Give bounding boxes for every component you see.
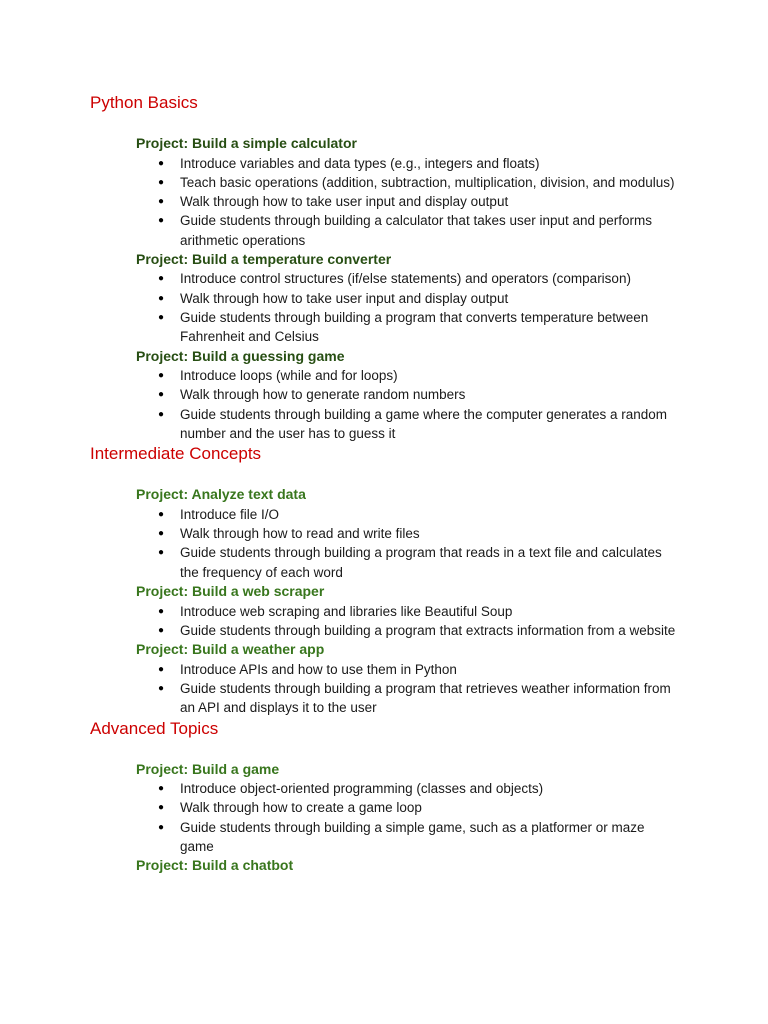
list-item: ● Introduce loops (while and for loops) bbox=[180, 366, 678, 385]
list-item: ● Guide students through building a program that retrieves weather information from an API and displays it to the user bbox=[180, 679, 678, 718]
list-item: ● Walk through how to create a game loop bbox=[180, 798, 678, 817]
list-item: ● Walk through how to read and write files bbox=[180, 524, 678, 543]
project-analyze-text bbox=[90, 485, 678, 582]
section-spacer bbox=[90, 114, 678, 134]
project-heading: Project: Build a guessing game bbox=[136, 347, 345, 364]
project-game bbox=[90, 760, 678, 857]
project-web-scraper bbox=[90, 582, 678, 640]
bullet-list bbox=[90, 154, 678, 250]
project-chatbot bbox=[90, 856, 678, 876]
list-item: ● Introduce file I/O bbox=[180, 505, 678, 524]
section-heading: Python Basics bbox=[90, 93, 198, 112]
bullet-list bbox=[90, 660, 678, 718]
project-weather-app bbox=[90, 640, 678, 717]
project-temperature-converter bbox=[90, 250, 678, 347]
list-item: ● Guide students through building a program that converts temperature between Fahrenheit and Celsius bbox=[180, 308, 678, 347]
list-item: ● Introduce control structures (if/else statements) and operators (comparison) bbox=[180, 269, 678, 288]
list-item: ● Introduce web scraping and libraries like Beautiful Soup bbox=[180, 602, 678, 621]
list-item: ● Introduce object-oriented programming (classes and objects) bbox=[180, 779, 678, 798]
project-heading: Project: Build a simple calculator bbox=[136, 135, 357, 151]
list-item: ● Guide students through building a program that extracts information from a website bbox=[180, 621, 678, 640]
section-advanced-topics bbox=[90, 718, 678, 876]
list-item: ● Introduce variables and data types (e.g., integers and floats) bbox=[180, 154, 678, 173]
bullet-list bbox=[90, 779, 678, 856]
bullet-list bbox=[90, 366, 678, 443]
project-guessing-game bbox=[90, 347, 678, 444]
list-item: ● Walk through how to take user input and display output bbox=[180, 192, 678, 211]
project-heading: Project: Build a chatbot bbox=[136, 857, 294, 874]
list-item: ● Guide students through building a program that reads in a text file and calculates the frequency of each word bbox=[180, 543, 678, 582]
project-heading: Project: Build a weather app bbox=[136, 641, 325, 658]
list-item: ● Teach basic operations (addition, subtraction, multiplication, division, and modulus) bbox=[180, 173, 678, 192]
section-spacer bbox=[90, 740, 678, 760]
project-heading: Project: Build a game bbox=[136, 760, 280, 777]
section-python-basics bbox=[90, 92, 678, 443]
project-heading: Project: Build a temperature converter bbox=[136, 250, 392, 267]
bullet-list bbox=[90, 505, 678, 582]
section-intermediate-concepts bbox=[90, 443, 678, 717]
bullet-list bbox=[90, 269, 678, 346]
list-item: ● Walk through how to take user input and display output bbox=[180, 289, 678, 308]
list-item: ● Guide students through building a calculator that takes user input and performs arithmetic operations bbox=[180, 211, 678, 250]
project-heading: Project: Analyze text data bbox=[136, 486, 306, 503]
section-heading: Advanced Topics bbox=[90, 718, 219, 738]
section-spacer bbox=[90, 465, 678, 485]
section-heading: Intermediate Concepts bbox=[90, 444, 262, 464]
list-item: ● Introduce APIs and how to use them in Python bbox=[180, 660, 678, 679]
list-item: ● Guide students through building a game where the computer generates a random number and the user has to guess it bbox=[180, 405, 678, 444]
project-heading: Project: Build a web scraper bbox=[136, 583, 325, 600]
bullet-list bbox=[90, 602, 678, 641]
list-item: ● Guide students through building a simple game, such as a platformer or maze game bbox=[180, 818, 678, 857]
list-item: ● Walk through how to generate random numbers bbox=[180, 385, 678, 404]
project-calculator bbox=[90, 134, 678, 250]
